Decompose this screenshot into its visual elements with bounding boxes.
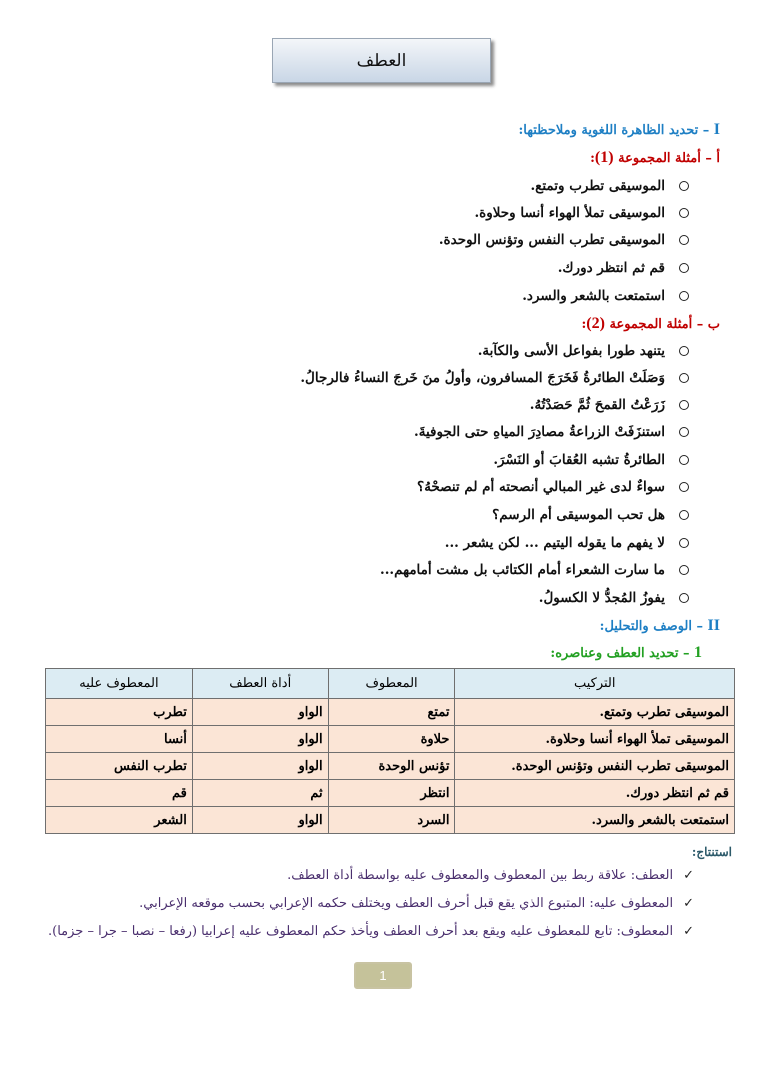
group-label: أ – أمثلة المجموعة (618, 151, 720, 166)
conclusion-text: المعطوف: تابع للمعطوف عليه ويقع بعد أحرف العطف ويأخذ حكم المعطوف عليه إعرابيا (رفعا – نصبا – جرا – جزما). (48, 924, 674, 939)
circle-bullet-icon (679, 455, 689, 465)
group-number: (2) (586, 315, 605, 332)
list-item-text: يفوزُ المُجدُّ لا الكسولُ. (538, 590, 665, 606)
conjunction-table (45, 668, 735, 834)
table-cell: الموسيقى تطرب النفس وتؤنس الوحدة. (455, 753, 735, 780)
table-cell: أنسا (46, 726, 193, 753)
header-conjunction: أداة العطف (192, 669, 328, 699)
conclusion-item (287, 866, 694, 886)
list-item (539, 588, 689, 608)
list-item (530, 395, 689, 415)
list-item (522, 286, 689, 306)
list-item (492, 505, 689, 525)
table-row (46, 699, 735, 726)
section-label: – الوصف والتحليل: (599, 619, 704, 634)
table-row (46, 726, 735, 753)
list-item (414, 422, 689, 442)
list-item (380, 560, 689, 580)
circle-bullet-icon (679, 538, 689, 548)
list-item-text: قم ثم انتظر دورك. (557, 260, 665, 276)
conclusion-item (139, 894, 694, 914)
header-structure: التركيب (455, 669, 735, 699)
subsection-label: – تحديد العطف وعناصره: (550, 646, 690, 661)
circle-bullet-icon (679, 263, 689, 273)
group-number: (1) (594, 149, 614, 166)
list-item (439, 230, 689, 250)
table-cell: حلاوة (328, 726, 455, 753)
list-item-text: وَصَلَتْ الطائرةُ فَخَرَجَ المسافرون، وأولُ منَ خَرجَ النساءُ فالرجالُ. (300, 370, 665, 386)
list-item (300, 368, 689, 388)
conclusion-heading: استنتاج: (691, 845, 732, 859)
table-row (46, 753, 735, 780)
section-2-heading (600, 616, 720, 637)
list-item (493, 450, 689, 470)
list-item-text: سواءٌ لدى غير المبالي أنصحته أم لم تنصحْهُ؟ (417, 479, 665, 495)
page-title: العطف (356, 50, 407, 71)
circle-bullet-icon (679, 565, 689, 575)
group-b-heading (581, 314, 720, 335)
circle-bullet-icon (679, 510, 689, 520)
subsection-number: 1 (694, 644, 702, 661)
list-item-text: هل تحب الموسيقى أم الرسم؟ (492, 507, 665, 523)
table-cell: تؤنس الوحدة (328, 753, 455, 780)
list-item (474, 203, 689, 223)
title-box (272, 38, 491, 83)
circle-bullet-icon (679, 427, 689, 437)
table-cell: استمتعت بالشعر والسرد. (455, 807, 735, 834)
header-conjoined: المعطوف (328, 669, 455, 699)
table-cell: الموسيقى تملأ الهواء أنسا وحلاوة. (455, 726, 735, 753)
list-item-text: الموسيقى تطرب وتمتع. (530, 178, 665, 194)
table-header-row (46, 669, 735, 699)
checkmark-icon: ✓ (683, 896, 694, 911)
table-cell: تمتع (328, 699, 455, 726)
circle-bullet-icon (679, 346, 689, 356)
table-cell: الواو (192, 699, 328, 726)
group-suffix: : (581, 317, 587, 332)
header-antecedent: المعطوف عليه (46, 669, 193, 699)
group-label: ب – أمثلة المجموعة (609, 317, 720, 332)
list-item-text: زَرَعْتُ القمحَ ثُمَّ حَصَدْتُهُ. (529, 397, 665, 413)
table-cell: السرد (328, 807, 455, 834)
table-cell: الموسيقى تطرب وتمتع. (455, 699, 735, 726)
list-item-text: استمتعت بالشعر والسرد. (522, 288, 665, 304)
table-cell: قم (46, 780, 193, 807)
circle-bullet-icon (679, 235, 689, 245)
list-item (445, 533, 689, 553)
table-cell: الواو (192, 726, 328, 753)
table-cell: تطرب النفس (46, 753, 193, 780)
list-item (558, 258, 689, 278)
circle-bullet-icon (679, 482, 689, 492)
table-cell: انتظر (328, 780, 455, 807)
subsection-1-heading (550, 643, 702, 664)
section-1-heading (518, 120, 720, 141)
list-item-text: لا يفهم ما يقوله اليتيم ... لكن يشعر ... (444, 535, 665, 551)
list-item (530, 176, 689, 196)
list-item (417, 477, 689, 497)
table-row (46, 780, 735, 807)
list-item-text: يتنهد طورا بفواعل الأسى والكآبة. (477, 343, 665, 359)
table-cell: قم ثم انتظر دورك. (455, 780, 735, 807)
list-item-text: الموسيقى تملأ الهواء أنسا وحلاوة. (474, 205, 665, 221)
circle-bullet-icon (679, 593, 689, 603)
table-cell: الواو (192, 753, 328, 780)
section-number: II (707, 617, 720, 634)
list-item-text: الموسيقى تطرب النفس وتؤنس الوحدة. (438, 232, 665, 248)
list-item-text: استنزَفَتْ الزراعةُ مصادِرَ المياهِ حتى الجوفيةَ. (414, 424, 665, 440)
section-number: I (713, 121, 720, 138)
checkmark-icon: ✓ (683, 924, 694, 939)
list-item (478, 341, 689, 361)
conclusion-item (48, 922, 694, 942)
table-cell: ثم (192, 780, 328, 807)
conclusion-text: المعطوف عليه: المتبوع الذي يقع قبل أحرف العطف ويختلف حكمه الإعرابي بحسب موقعه الإعرابي. (139, 896, 674, 911)
section-label: – تحديد الظاهرة اللغوية وملاحظتها: (518, 123, 710, 138)
circle-bullet-icon (679, 208, 689, 218)
group-suffix: : (590, 151, 595, 166)
table-cell: الشعر (46, 807, 193, 834)
circle-bullet-icon (679, 373, 689, 383)
checkmark-icon: ✓ (683, 868, 694, 883)
circle-bullet-icon (679, 400, 689, 410)
list-item-text: الطائرةُ تشبه العُقابَ أو النَسْرَ. (493, 452, 665, 468)
table-cell: الواو (192, 807, 328, 834)
circle-bullet-icon (679, 181, 689, 191)
table-cell: تطرب (46, 699, 193, 726)
group-a-heading (590, 148, 720, 169)
list-item-text: ما سارت الشعراء أمام الكتائب بل مشت أمامهم... (380, 562, 665, 578)
table-row (46, 807, 735, 834)
conclusion-text: العطف: علاقة ربط بين المعطوف والمعطوف عليه بواسطة أداة العطف. (287, 868, 674, 883)
page-number: 1 (354, 962, 412, 989)
circle-bullet-icon (679, 291, 689, 301)
